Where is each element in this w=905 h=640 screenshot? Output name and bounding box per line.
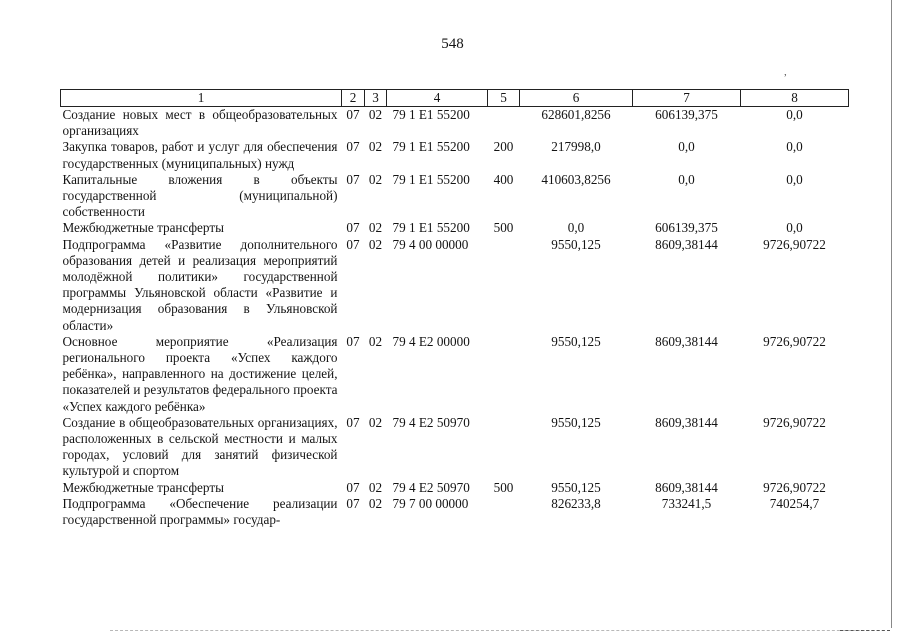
- amount-col6-cell: 628601,8256: [541, 107, 611, 122]
- table-row: [61, 237, 849, 334]
- amount-col6-cell: 9550,125: [551, 479, 601, 495]
- section-code-cell: 07: [346, 236, 360, 252]
- amount-col7-cell: 8609,38144: [655, 479, 718, 495]
- target-article-cell: 79 1 E1 55200: [392, 171, 470, 187]
- row-name-cell: Подпрограмма «Обеспечение реализации государственной программы» государ-: [62, 495, 338, 528]
- expense-type-cell: [488, 334, 520, 415]
- expense-type-cell: 400: [493, 171, 514, 187]
- row-name-cell: Создание новых мест в общеобразовательных организациях: [62, 107, 338, 139]
- page-number: 548: [441, 36, 464, 52]
- section-code-cell: 07: [346, 107, 360, 122]
- table-header: [61, 90, 849, 107]
- target-article-cell: 79 4 E2 50970: [392, 479, 470, 495]
- row-name-cell: Межбюджетные трансферты: [62, 220, 224, 236]
- subsection-code-cell: 02: [368, 333, 383, 349]
- amount-col7-cell: 606139,375: [655, 220, 718, 236]
- target-article-cell: 79 7 00 00000: [392, 495, 469, 511]
- amount-col6-cell: 217998,0: [551, 139, 601, 155]
- section-code-cell: 07: [346, 495, 360, 511]
- table-row: [61, 480, 849, 496]
- amount-col7-cell: 0,0: [678, 139, 695, 155]
- table-row: [61, 139, 849, 171]
- amount-col7-cell: 606139,375: [655, 107, 718, 122]
- amount-col8-cell: 0,0: [786, 139, 803, 155]
- header-col-3: 3: [365, 90, 387, 107]
- target-article-cell: 79 1 E1 55200: [392, 220, 470, 236]
- table-row: [61, 496, 849, 528]
- expense-type-cell: 500: [493, 479, 514, 495]
- scan-noise-line: [110, 630, 890, 631]
- amount-col6-cell: 9550,125: [551, 236, 601, 252]
- amount-col8-cell: 9726,90722: [763, 333, 826, 349]
- subsection-code-cell: 02: [368, 479, 383, 495]
- scan-noise-line-dark: [840, 630, 890, 631]
- expense-type-cell: 200: [493, 139, 514, 155]
- row-name-cell: Закупка товаров, работ и услуг для обеспечения государственных (муниципальных) нужд: [62, 139, 338, 171]
- row-name-cell: Основное мероприятие «Реализация регионального проекта «Успех каждого ребёнка», направленного на достижение целей, показателей и результатов федерального проекта «Успех каждого ребёнка»: [62, 333, 338, 414]
- amount-col6-cell: 9550,125: [551, 414, 601, 430]
- stray-mark: ,: [784, 66, 787, 78]
- section-code-cell: 07: [346, 333, 360, 349]
- subsection-code-cell: 02: [368, 495, 383, 511]
- section-code-cell: 07: [346, 414, 360, 430]
- header-col-8: 8: [741, 90, 849, 107]
- amount-col8-cell: 0,0: [786, 107, 803, 122]
- target-article-cell: 79 4 00 00000: [392, 236, 469, 252]
- amount-col8-cell: 9726,90722: [763, 236, 826, 252]
- section-code-cell: 07: [346, 220, 360, 236]
- target-article-cell: 79 1 E1 55200: [392, 139, 470, 155]
- subsection-code-cell: 02: [368, 107, 383, 122]
- amount-col6-cell: 0,0: [567, 220, 585, 236]
- row-name-cell: Капитальные вложения в объекты государственной (муниципальной) собственности: [62, 171, 338, 220]
- target-article-cell: 79 1 E1 55200: [392, 107, 470, 122]
- header-col-5: 5: [488, 90, 520, 107]
- subsection-code-cell: 02: [368, 236, 383, 252]
- section-code-cell: 07: [346, 171, 360, 187]
- expense-type-cell: 500: [493, 220, 514, 236]
- subsection-code-cell: 02: [368, 220, 383, 236]
- header-col-7: 7: [633, 90, 741, 107]
- target-article-cell: 79 4 E2 50970: [392, 414, 470, 430]
- budget-table: [60, 89, 849, 528]
- section-code-cell: 07: [346, 139, 360, 155]
- row-name-cell: Межбюджетные трансферты: [62, 479, 224, 495]
- header-row: [61, 90, 849, 107]
- row-name-cell: Подпрограмма «Развитие дополнительного образования детей и реализация мероприятий молодёжной политики» государственной программы Ульяновской области «Развитие и модернизация образования в Ульяновской области»: [62, 236, 338, 333]
- subsection-code-cell: 02: [368, 139, 383, 155]
- amount-col6-cell: 826233,8: [551, 495, 601, 511]
- amount-col7-cell: 8609,38144: [655, 333, 718, 349]
- amount-col8-cell: 9726,90722: [763, 479, 826, 495]
- table-row: [61, 334, 849, 415]
- subsection-code-cell: 02: [368, 414, 383, 430]
- header-col-4: 4: [387, 90, 488, 107]
- header-col-2: 2: [342, 90, 365, 107]
- amount-col8-cell: 0,0: [786, 220, 803, 236]
- expense-type-cell: [488, 237, 520, 334]
- header-col-6: 6: [520, 90, 633, 107]
- amount-col8-cell: 740254,7: [769, 495, 820, 511]
- row-name-cell: Создание в общеобразовательных организациях, расположенных в сельской местности и малых городах, условий для занятий физической культурой и спортом: [62, 414, 338, 479]
- amount-col6-cell: 410603,8256: [541, 171, 611, 187]
- page-edge-line: [891, 0, 892, 628]
- amount-col7-cell: 0,0: [678, 171, 695, 187]
- expense-type-cell: [488, 496, 520, 528]
- target-article-cell: 79 4 E2 00000: [392, 333, 470, 349]
- amount-col7-cell: 733241,5: [661, 495, 712, 511]
- expense-type-cell: [488, 107, 520, 140]
- table-row: [61, 220, 849, 236]
- expense-type-cell: [488, 415, 520, 480]
- amount-col7-cell: 8609,38144: [655, 236, 718, 252]
- table-row: [61, 107, 849, 140]
- amount-col6-cell: 9550,125: [551, 333, 601, 349]
- table-body: [61, 107, 849, 529]
- amount-col7-cell: 8609,38144: [655, 414, 718, 430]
- table-row: [61, 172, 849, 221]
- amount-col8-cell: 9726,90722: [763, 414, 826, 430]
- header-col-1: 1: [61, 90, 342, 107]
- subsection-code-cell: 02: [368, 171, 383, 187]
- section-code-cell: 07: [346, 479, 360, 495]
- amount-col8-cell: 0,0: [786, 171, 803, 187]
- table-row: [61, 415, 849, 480]
